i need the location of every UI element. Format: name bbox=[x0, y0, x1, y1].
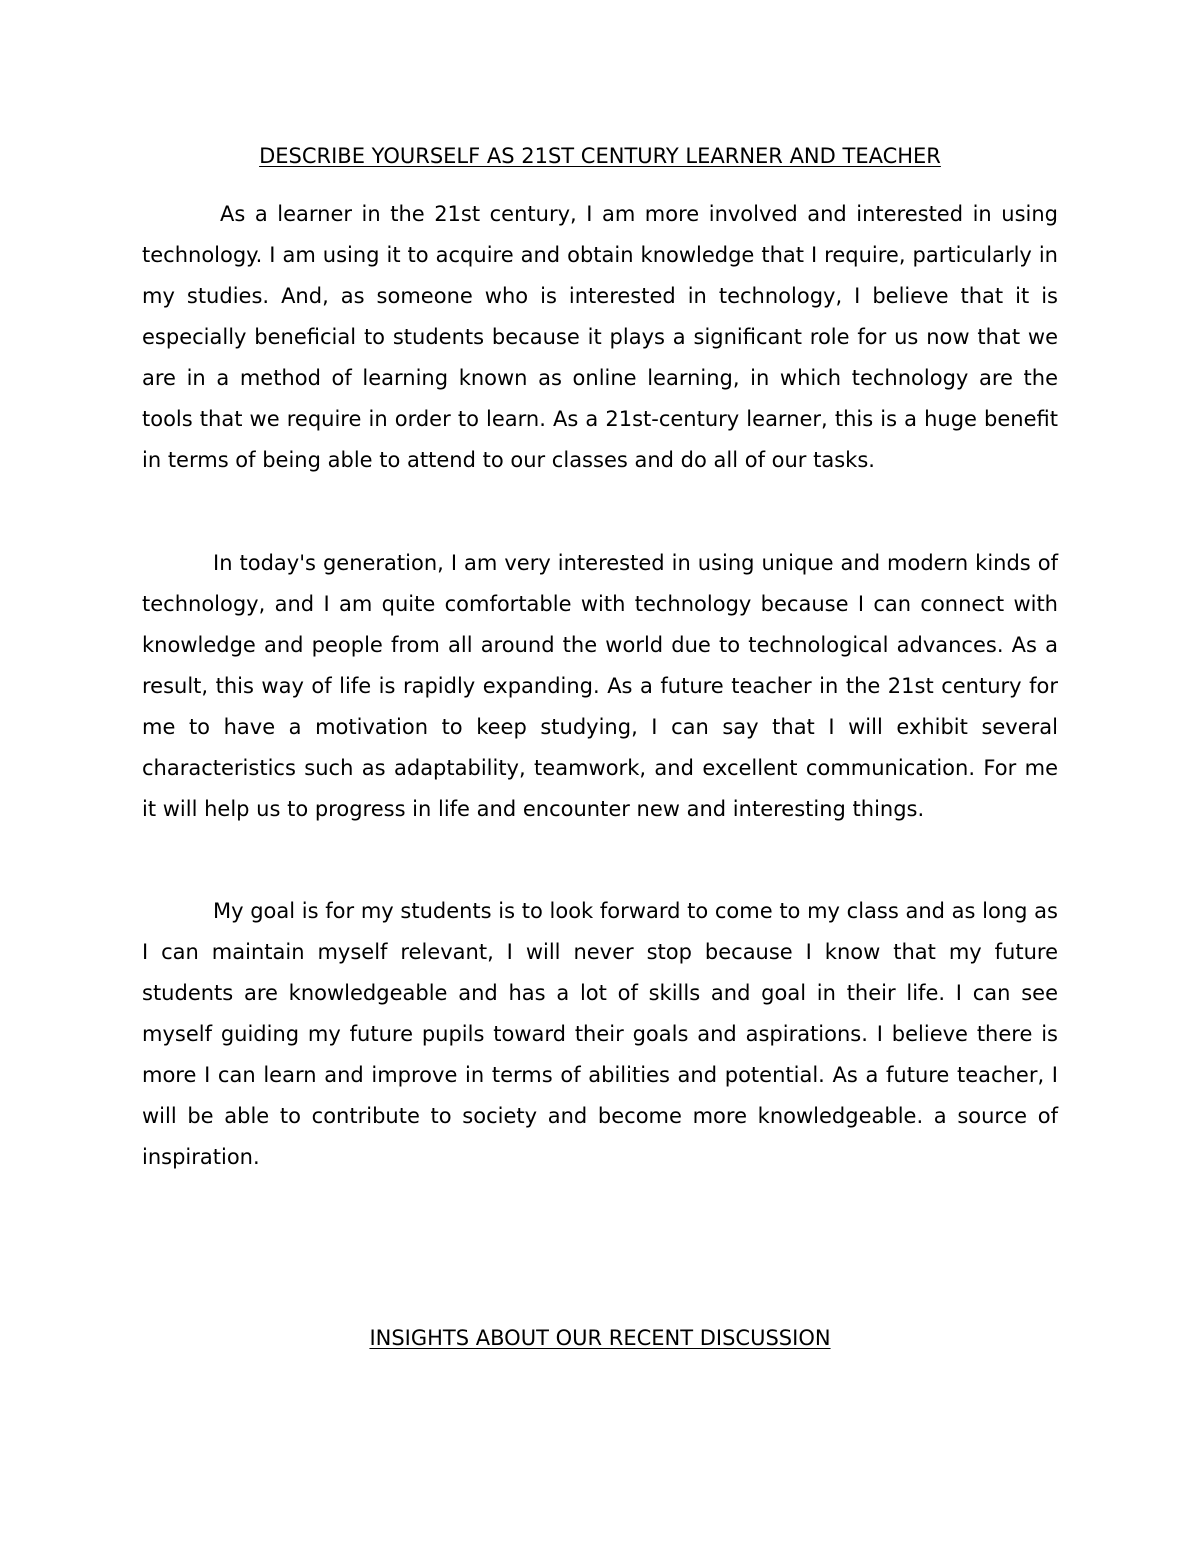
section-heading-insights: INSIGHTS ABOUT OUR RECENT DISCUSSION bbox=[369, 1326, 831, 1350]
paragraph-goal: My goal is for my students is to look forward to come to my class and as long as I can maintain myself relevant, I will never stop because I know that my future students are knowledgeable and has a lot of skills and goal in their life. I can see myself guiding my future pupils toward their goals and aspirations. I believe there is more I can learn and improve in terms of abilities and potential. As a future teacher, I will be able to contribute to society and become more knowledgeable. a source of inspiration. bbox=[142, 899, 1058, 1169]
paragraph-learner: As a learner in the 21st century, I am more involved and interested in using technology. I am using it to acquire and obtain knowledge that I require, particularly in my studies. And, as someone who is interested in technology, I believe that it is especially beneficial to students because it plays a significant role for us now that we are in a method of learning known as online learning, in which technology are the tools that we require in order to learn. As a 21st-century learner, this is a huge benefit in terms of being able to attend to our classes and do all of our tasks. bbox=[142, 202, 1058, 472]
document-title: DESCRIBE YOURSELF AS 21ST CENTURY LEARNER AND TEACHER bbox=[259, 144, 941, 168]
paragraph-generation: In today's generation, I am very interested in using unique and modern kinds of technology, and I am quite comfortable with technology because I can connect with knowledge and people from all around the world due to technological advances. As a result, this way of life is rapidly expanding. As a future teacher in the 21st century for me to have a motivation to keep studying, I can say that I will exhibit several characteristics such as adaptability, teamwork, and excellent communication. For me it will help us to progress in life and encounter new and interesting things. bbox=[142, 551, 1058, 821]
